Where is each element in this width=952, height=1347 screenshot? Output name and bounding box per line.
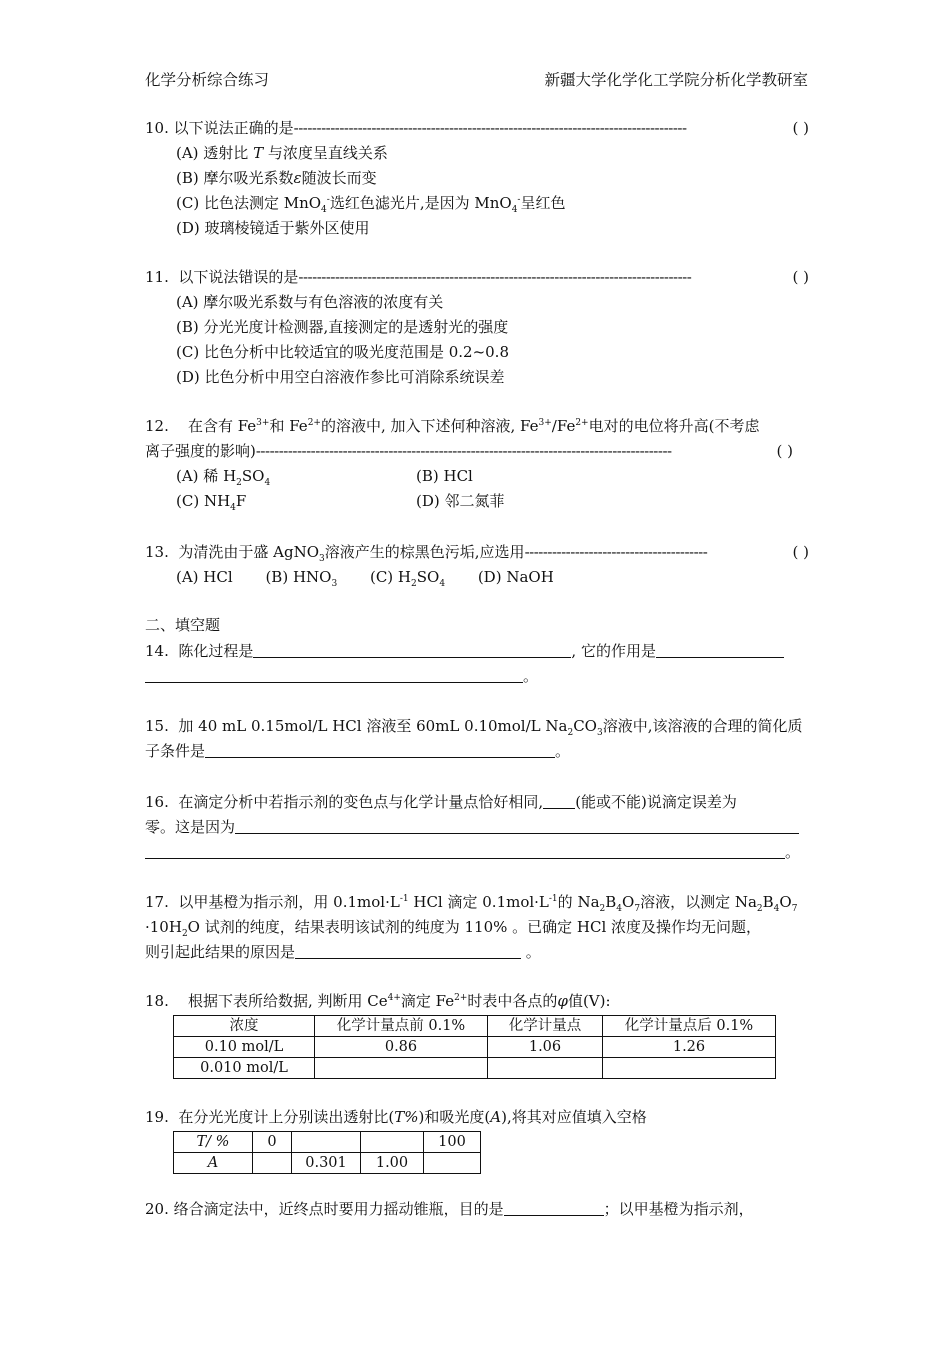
question-10: 10. 以下说法正确的是-------------------------------------------------------------------------------------- ( ) (A) 透射比 T 与浓度呈直线关系 (B) 摩尔吸光系数ε随波长而变 (C) 比色法测定 MnO$_4$-选红色滤光片,是因为 MnO$_4$-呈红色 (D) 玻璃棱镜适于紫外区使用 [145,116,809,241]
section-title: 二、填空题 [145,616,221,634]
question-20: 20. 络合滴定法中，近终点时要用力摇动锥瓶，目的是 ；以甲基橙为指示剂， [145,1200,754,1218]
table-header: 化学计量点前 0.1% [315,1016,488,1037]
table-cell[interactable] [603,1058,776,1079]
table-label: T/ % [174,1132,253,1153]
question-11: 11. 以下说法错误的是-------------------------------------------------------------------------------------- ( ) (A) 摩尔吸光系数与有色溶液的浓度有关 (B) 分光光度计检测器,直接测定的是透射光的强度 (C) 比色分析中比较适宜的吸光度范围是 0.2~0.8 (D) 比色分析中用空白溶液作参比可消除系统误差 [145,265,809,390]
fill-blank[interactable] [295,942,521,959]
option-d: (D) 邻二氮菲 [416,492,505,510]
answer-paren[interactable]: ( ) [792,268,809,286]
table-header: 化学计量点后 0.1% [603,1016,776,1037]
fill-blank[interactable] [205,741,555,758]
table-cell: 1.00 [361,1153,424,1174]
header-left: 化学分析综合练习 [145,71,270,89]
table-row [174,1132,481,1153]
table-header: 浓度 [174,1016,315,1037]
answer-paren[interactable]: ( ) [776,442,793,460]
question-13: 13. 为清洗由于盛 AgNO$_3$溶液产生的棕黑色污垢,应选用---------------------------------------- ( ) (A) HCl (B) $HNO_3$ (C) $H_2SO_4$ (D) NaOH [145,540,809,590]
option-b: (B) HCl [416,467,473,485]
question-18: 18. 根据下表所给数据, 判断用 $Ce^{4+}$滴定 $Fe^{2+}$时表中各点的φ值(V): [145,992,611,1010]
table-cell[interactable] [253,1153,292,1174]
option-b: (B) 摩尔吸光系数ε随波长而变 [176,169,377,187]
fill-blank[interactable] [504,1199,604,1216]
question-19: 19. 在分光光度计上分别读出透射比(T%)和吸光度(A),将其对应值填入空格 [145,1108,647,1126]
fill-blank[interactable] [253,641,571,658]
table-row [174,1153,481,1174]
question-17: 17. 以甲基橙为指示剂，用 $0.1mol\cdot L^{-1}$ HCl 滴定 $0.1mol\cdot L^{-1}$的 $Na_2B_4O_7$溶液，以测定 $Na_2B_4O_7$ $\cdot 10H_2O$ 试剂的纯度，结果表明该试剂的纯度为 110% 。已确定 HCl 浓度及操作均无问题， 则引起此结果的原因是 。 [145,893,798,961]
table-cell: 1.06 [488,1037,603,1058]
table-cell[interactable] [315,1058,488,1079]
question-15: 15. 加 40 mL 0.15mol/L HCl 溶液至 60mL 0.10mol/L $Na_2CO_3$溶液中,该溶液的合理的简化质 子条件是 。 [145,717,803,760]
table-header-row [174,1016,776,1037]
question-12: 12. 在含有 $Fe^{3+}$和 $Fe^{2+}$的溶液中, 加入下述何种溶液, $Fe^{3+}/Fe^{2+}$电对的电位将升高(不考虑 离子强度的影响)------------------------------------------------------------------------------------------- ( ) (A) 稀 $H_2SO_4$ (B) HCl (C) $NH_4F$ (D) 邻二氮菲 [145,417,793,513]
option-c: (C) $NH_4F$ [176,492,247,513]
table-cell: 0.86 [315,1037,488,1058]
table-row [174,1037,776,1058]
table-cell[interactable] [292,1132,361,1153]
option-a: (A) 摩尔吸光系数与有色溶液的浓度有关 [176,293,444,311]
table-cell: 0 [253,1132,292,1153]
table-cell: 1.26 [603,1037,776,1058]
answer-paren[interactable]: ( ) [792,119,809,137]
table-cell: 0.301 [292,1153,361,1174]
table-cell[interactable] [361,1132,424,1153]
table-cell: 100 [424,1132,481,1153]
header-right: 新疆大学化学化工学院分析化学教研室 [544,71,808,89]
table-row [174,1058,776,1079]
table-cell[interactable] [488,1058,603,1079]
fill-blank[interactable] [656,641,784,658]
option-a: (A) 透射比 T 与浓度呈直线关系 [176,144,388,162]
table-cell[interactable] [424,1153,481,1174]
table-cell: 0.010 mol/L [174,1058,315,1079]
option-c: (C) $H_2SO_4$ [369,568,446,589]
potential-table [173,1015,776,1079]
fill-blank[interactable] [543,792,575,809]
option-d: (D) 比色分析中用空白溶液作参比可消除系统误差 [176,368,505,386]
answer-paren[interactable]: ( ) [792,543,809,561]
question-14: 14. 陈化过程是 , 它的作用是 。 [145,639,809,689]
option-d: (D) 玻璃棱镜适于紫外区使用 [176,219,370,237]
table-header: 化学计量点 [488,1016,603,1037]
fill-blank[interactable] [145,666,523,683]
option-b: (B) $HNO_3$ [265,568,338,589]
table-label: A [174,1153,253,1174]
absorbance-table [173,1131,481,1174]
option-c: (C) 比色法测定 MnO$_4$-选红色滤光片,是因为 MnO$_4$-呈红色 [176,194,566,215]
table-cell: 0.10 mol/L [174,1037,315,1058]
option-b: (B) 分光光度计检测器,直接测定的是透射光的强度 [176,318,509,336]
option-d: (D) NaOH [477,568,554,586]
option-a: (A) 稀 $H_2SO_4$ [176,467,271,488]
fill-blank[interactable] [145,842,785,859]
question-16: 16. 在滴定分析中若指示剂的变色点与化学计量点恰好相同, (能或不能)说滴定误差为 零。这是因为 。 [145,793,801,861]
option-c: (C) 比色分析中比较适宜的吸光度范围是 0.2~0.8 [176,343,509,361]
option-a: (A) HCl [176,568,233,586]
fill-blank[interactable] [235,817,799,834]
